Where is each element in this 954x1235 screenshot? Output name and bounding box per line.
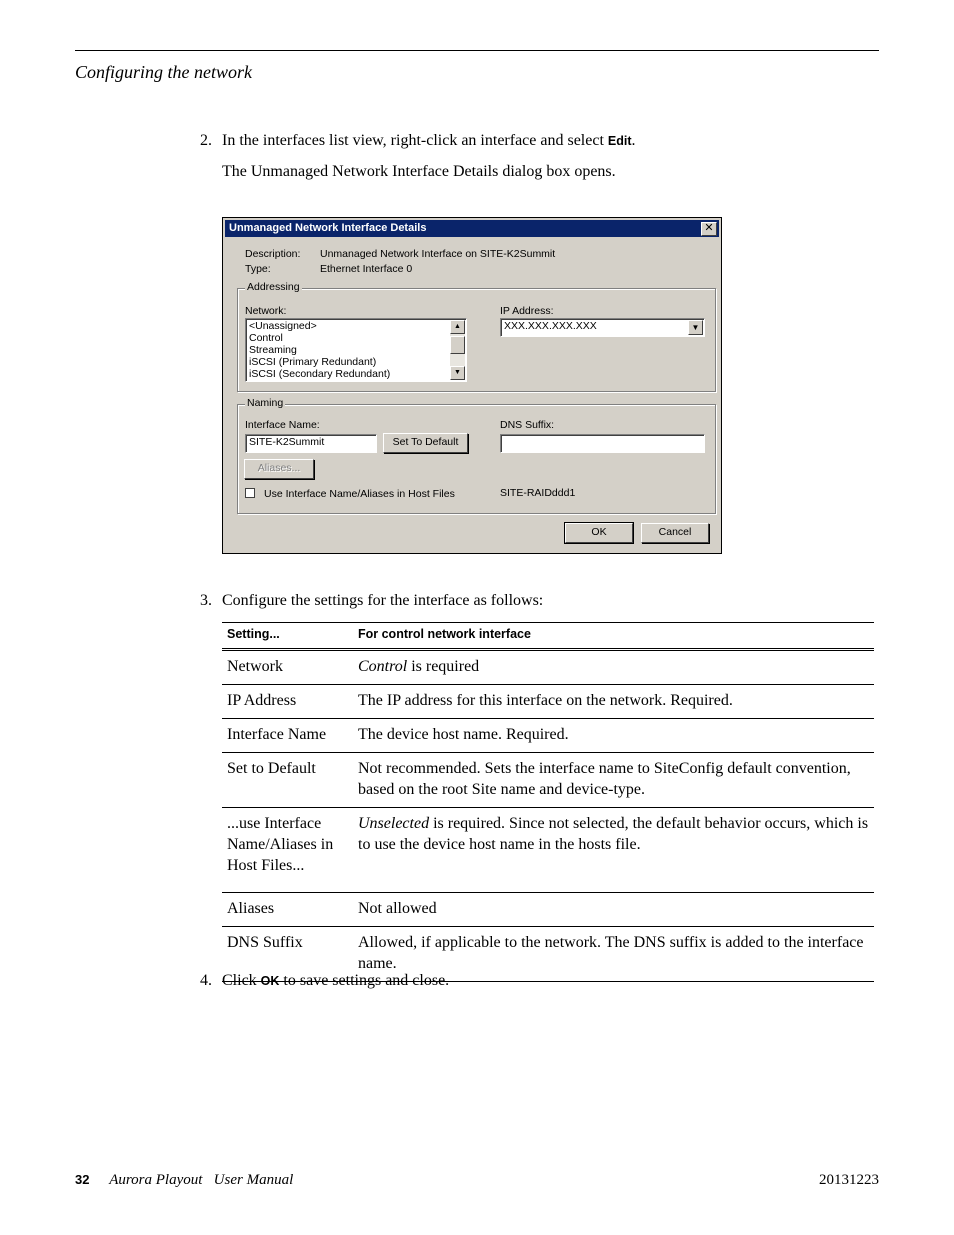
setting-cell: Network [222,650,353,685]
setting-cell: Interface Name [222,719,353,753]
step-2-followup: The Unmanaged Network Interface Details dialog box opens. [222,163,616,180]
ui-word-edit: Edit [607,134,632,148]
page-number: 32 [75,1172,90,1187]
description-cell [353,719,874,753]
dns-suffix-label: DNS Suffix: [500,419,555,431]
scroll-thumb[interactable] [450,336,465,354]
description-value: Unmanaged Network Interface on SITE-K2Summit [320,248,556,260]
network-item[interactable]: iSCSI (Secondary Redundant) [249,368,391,380]
settings-table [222,622,874,982]
dialog-titlebar [225,220,719,237]
scroll-up-icon[interactable]: ▲ [450,320,465,334]
description-text: The IP address for this interface on the network. Required. [358,692,733,709]
setting-cell: Set to Default [222,753,353,808]
network-item[interactable]: <Unassigned> [249,320,317,332]
description-cell [353,753,874,808]
cancel-button[interactable]: Cancel [641,523,709,543]
setting-cell: Aliases [222,893,353,927]
use-names-checkbox[interactable] [245,488,255,498]
description-cell [353,685,874,719]
naming-caption: Naming [247,397,284,409]
ip-address-combobox[interactable] [500,318,705,337]
setting-cell: ...use Interface Name/Aliases in Host Files... [222,808,353,893]
manual-title: Aurora Playout User Manual [109,1172,294,1188]
network-label: Network: [245,305,287,317]
table-header-row [222,623,874,650]
interface-name-value: SITE-K2Summit [249,436,325,448]
description-text: Allowed, if applicable to the network. The DNS suffix is added to the interface name. [358,934,864,972]
date-code: 20131223 [819,1172,879,1188]
column-header: Setting... [222,623,353,650]
description-text: is required [407,658,480,675]
step-3 [200,590,543,611]
description-text: Not allowed [358,900,437,917]
step-number: 2. [200,132,212,149]
step-text-end: . [631,132,636,149]
column-header: For control network interface [353,623,874,650]
type-label: Type: [245,263,271,275]
step-text: Click [222,972,261,989]
table-row [222,685,874,719]
chevron-down-icon[interactable]: ▼ [688,320,703,335]
setting-cell: IP Address [222,685,353,719]
section-title: Configuring the network [75,62,252,82]
header-rule [75,50,879,51]
page-footer [75,1172,293,1189]
step-number: 4. [200,972,212,989]
description-cell [353,893,874,927]
ok-button[interactable]: OK [565,523,633,543]
ip-address-value: XXX.XXX.XXX.XXX [504,320,597,332]
unmanaged-interface-dialog [222,217,722,554]
table-row [222,753,874,808]
description-cell [353,650,874,685]
type-value: Ethernet Interface 0 [320,263,413,275]
step-number: 3. [200,592,212,609]
network-item[interactable]: Streaming [249,344,297,356]
step-4 [200,970,449,992]
network-item[interactable]: Control [249,332,283,344]
close-icon[interactable]: ✕ [701,222,717,236]
set-to-default-button[interactable]: Set To Default [383,433,468,453]
table-row [222,808,874,893]
network-listbox[interactable] [245,318,467,382]
emphasis: Unselected [358,815,430,832]
description-label: Description: [245,248,301,260]
table-row [222,650,874,685]
use-names-label: Use Interface Name/Aliases in Host Files [264,488,455,500]
emphasis: Control [358,658,408,675]
description-text: Not recommended. Sets the interface name to SiteConfig default convention, based on the root Site name and device-type. [358,760,851,798]
raid-name-text: SITE-RAIDddd1 [500,487,576,499]
interface-name-label: Interface Name: [245,419,320,431]
ip-address-label: IP Address: [500,305,554,317]
step-text: In the interfaces list view, right-click an interface and select [222,132,608,149]
table-row [222,893,874,927]
aliases-button[interactable]: Aliases... [244,459,314,479]
description-text: is required. Since not selected, the default behavior occurs, which is to use the device host name in the hosts file. [358,815,869,853]
interface-name-input[interactable] [245,434,377,453]
step-2 [200,130,636,152]
ui-word-ok: OK [260,974,280,988]
description-text: The device host name. Required. [358,726,569,743]
network-item[interactable]: iSCSI (Primary Redundant) [249,356,377,368]
setting-cell: DNS Suffix [222,927,353,982]
addressing-caption: Addressing [247,281,300,293]
step-text-end: to save settings and close. [279,972,450,989]
dns-suffix-input[interactable] [500,434,705,453]
scroll-down-icon[interactable]: ▼ [450,366,465,380]
step-text: Configure the settings for the interface as follows: [222,592,544,609]
dialog-title: Unmanaged Network Interface Details [229,222,427,234]
description-cell [353,808,874,893]
table-row [222,719,874,753]
network-scrollbar[interactable] [450,320,465,380]
